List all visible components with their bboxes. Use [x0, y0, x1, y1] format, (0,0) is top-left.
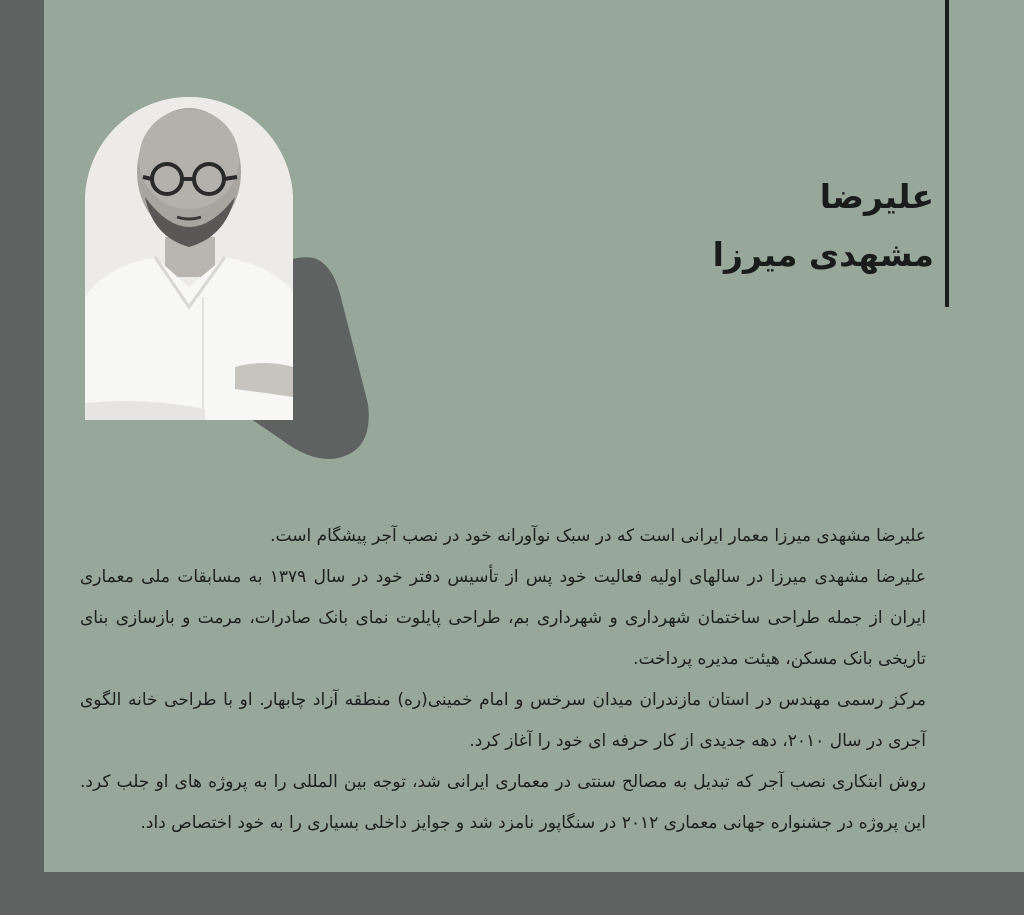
bio-paragraph: علیرضا مشهدی میرزا معمار ایرانی است که در سبک نوآورانه خود در نصب آجر پیشگام است. [270, 526, 926, 546]
bio-paragraph: مرکز رسمی مهندس در استان مازندران میدان سرخس و امام خمینی(ره) منطقه آزاد چابهار. او با طراحی خانه الگوی آجری در سال ۲۰۱۰، دهه جدیدی از کار حرفه ای خود را آغاز کرد. [80, 690, 926, 751]
bio-paragraph: علیرضا مشهدی میرزا در سالهای اولیه فعالیت خود پس از تأسیس دفتر خود در سال ۱۳۷۹ به مسابقات ملی معماری ایران از جمله طراحی ساختمان شهرداری و شهرداری بم، طراحی پایلوت نمای بانک صادرات، مرمت و بازسازی بنای تاریخی بانک مسکن، هیئت مدیره پرداخت. [80, 567, 926, 669]
last-name: مشهدی میرزا [712, 235, 934, 274]
profile-name [574, 168, 934, 284]
first-name: علیرضا [819, 177, 934, 216]
portrait-photo [85, 97, 293, 420]
accent-line [945, 0, 949, 307]
bio-paragraph: روش ابتکاری نصب آجر که تبدیل به مصالح سنتی در معماری ایرانی شد، توجه بین المللی را به پروژه های او جلب کرد. این پروژه در جشنواره جهانی معماری ۲۰۱۲ در سنگاپور نامزد شد و جوایز داخلی بسیاری را به خود اختصاص داد. [80, 772, 926, 833]
bio-text [80, 516, 926, 844]
bottom-band [0, 872, 1024, 915]
portrait-icon [85, 97, 293, 420]
